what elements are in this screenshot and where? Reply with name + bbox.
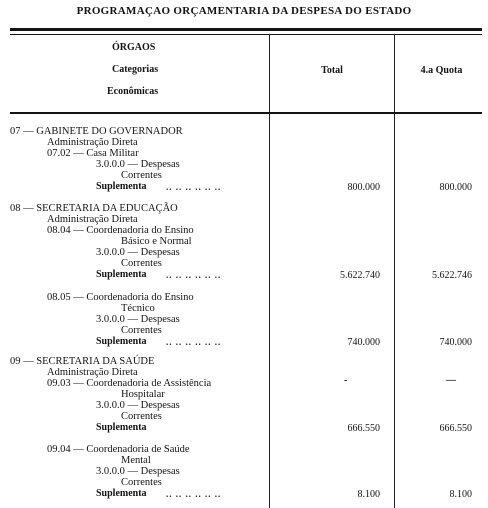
- expense-category-cont: Correntes: [121, 170, 162, 181]
- expense-category-cont: Correntes: [121, 325, 162, 336]
- expense-category-cont: Correntes: [121, 258, 162, 269]
- orgao-heading: 07 — GABINETE DO GOVERNADOR: [10, 126, 183, 137]
- total-value: 800.000: [347, 182, 380, 193]
- header-rule-thick: [10, 28, 482, 31]
- header-categorias: Categorias: [112, 64, 159, 75]
- total-value: 5.622.740: [340, 270, 380, 281]
- column-divider-total: [269, 34, 270, 508]
- suplementa-label: Suplementa: [96, 269, 147, 280]
- administration-type: Administração Direta: [47, 367, 138, 378]
- suplementa-label: Suplementa: [96, 181, 147, 192]
- expense-category: 3.0.0.0 — Despesas: [96, 400, 180, 411]
- administration-type: Administração Direta: [47, 137, 138, 148]
- leader-dots: .. .. .. .. .. ..: [166, 337, 222, 347]
- suplementa-label: Suplementa: [96, 488, 147, 499]
- quota-value: 666.550: [439, 423, 472, 434]
- total-value: 8.100: [357, 489, 380, 500]
- leader-dots: .. .. .. .. .. ..: [166, 270, 222, 280]
- leader-dots: .. .. .. .. .. ..: [166, 182, 222, 192]
- header-orgaos: ÓRGAOS: [112, 42, 156, 53]
- header-quota: 4.a Quota: [420, 65, 463, 76]
- unit-name-cont: Mental: [121, 455, 151, 466]
- unit-name: 07.02 — Casa Militar: [47, 148, 139, 159]
- unit-name-cont: Hospitalar: [121, 389, 165, 400]
- total-value: 740.000: [347, 337, 380, 348]
- expense-category: 3.0.0.0 — Despesas: [96, 466, 180, 477]
- expense-category-cont: Correntes: [121, 411, 162, 422]
- quota-value: 5.622.746: [432, 270, 472, 281]
- leader-dots: .. .. .. .. .. ..: [166, 489, 222, 499]
- header-rule-thin: [10, 34, 482, 35]
- orgao-heading: 09 — SECRETARIA DA SAÚDE: [10, 356, 155, 367]
- expense-category: 3.0.0.0 — Despesas: [96, 159, 180, 170]
- unit-name: 08.05 — Coordenadoria do Ensino: [47, 292, 194, 303]
- header-economicas: Econômicas: [107, 86, 159, 97]
- header-bottom-rule: [10, 112, 482, 114]
- unit-name: 09.04 — Coordenadoria de Saúde: [47, 444, 190, 455]
- total-value: 666.550: [347, 423, 380, 434]
- quota-value: 800.000: [439, 182, 472, 193]
- unit-name: 08.04 — Coordenadoria do Ensino: [47, 225, 194, 236]
- quota-value: 740.000: [439, 337, 472, 348]
- page-title: PROGRAMAÇAO ORÇAMENTARIA DA DESPESA DO ESTADO: [76, 5, 412, 17]
- unit-name-cont: Técnico: [121, 303, 155, 314]
- expense-category-cont: Correntes: [121, 477, 162, 488]
- expense-category: 3.0.0.0 — Despesas: [96, 314, 180, 325]
- administration-type: Administração Direta: [47, 214, 138, 225]
- header-total: Total: [321, 65, 343, 76]
- unit-name-cont: Básico e Normal: [121, 236, 192, 247]
- expense-category: 3.0.0.0 — Despesas: [96, 247, 180, 258]
- suplementa-label: Suplementa: [96, 422, 147, 433]
- quota-value: 8.100: [449, 489, 472, 500]
- orgao-heading: 08 — SECRETARIA DA EDUCAÇÃO: [10, 203, 178, 214]
- quota-dash: —: [446, 375, 456, 386]
- total-dash: -: [344, 375, 348, 386]
- suplementa-label: Suplementa: [96, 336, 147, 347]
- column-divider-quota: [394, 34, 395, 508]
- unit-name: 09.03 — Coordenadoria de Assistência: [47, 378, 212, 389]
